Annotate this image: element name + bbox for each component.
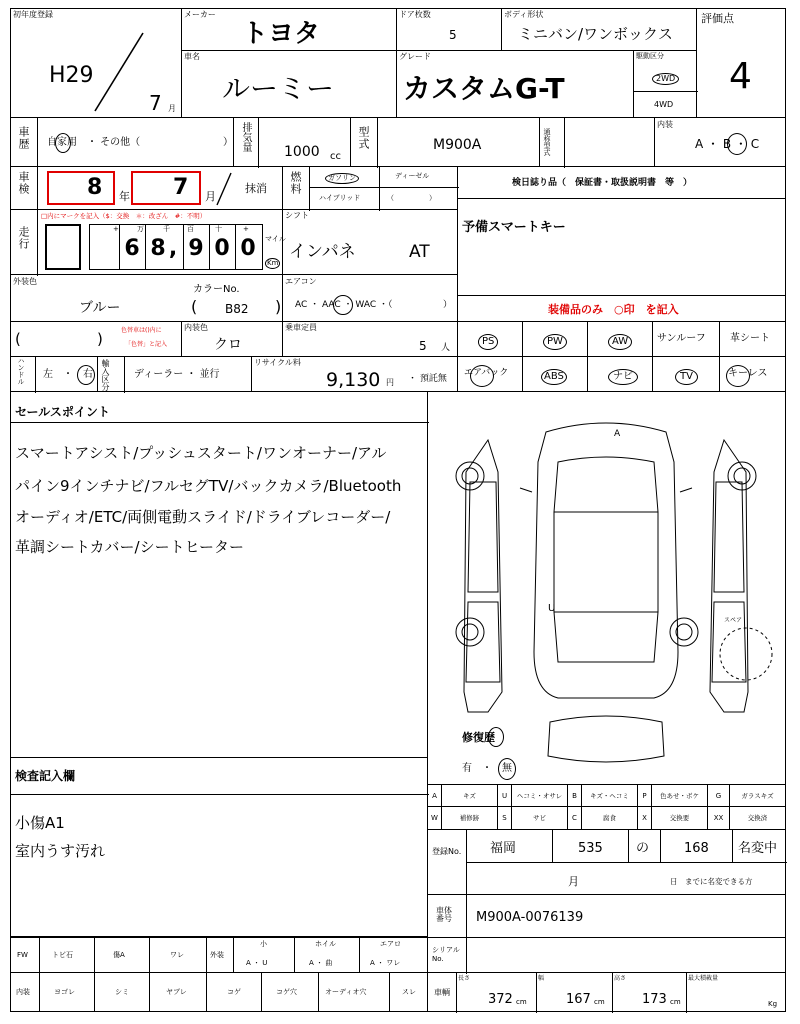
mileage-digit: 8: [150, 236, 166, 261]
common-model-cell: [539, 117, 655, 167]
registration-sep-1: [552, 830, 553, 862]
first-reg-label: 初年度登録: [13, 10, 53, 19]
legend-code: P: [638, 785, 652, 807]
legend-meaning: キズ: [442, 785, 498, 807]
displacement-label: 排気量: [240, 122, 251, 152]
equip-pw: [522, 321, 588, 357]
interior-item-label: オーディオ穴: [325, 988, 367, 996]
legend-code: B: [568, 785, 582, 807]
drive-4wd: 4WD: [654, 100, 674, 109]
legend-code: G: [708, 785, 730, 807]
mileage-km-label: Km: [267, 259, 279, 267]
inspection-cell: [10, 166, 283, 210]
repair-options: 有 ・ 無: [462, 763, 512, 774]
diagram-spare-label: スペア: [724, 617, 743, 624]
mileage-unit-plus-2: +: [243, 225, 249, 233]
repair-none-circle: [498, 758, 516, 780]
displacement-unit: cc: [330, 151, 341, 162]
equip-note-cell: [457, 295, 786, 322]
width-unit: cm: [594, 998, 605, 1006]
interior-item-label: ヨゴレ: [54, 988, 75, 996]
shift-label: シフト: [285, 211, 309, 220]
interior-grade-label: 内装: [657, 120, 673, 129]
color-change-note-2: 「色替」と記入: [125, 341, 168, 348]
mileage-digit-sep-3: [183, 224, 184, 270]
legend-meaning: 腐食: [582, 807, 638, 829]
legend-code: W: [428, 807, 442, 829]
registration-month: 月: [568, 875, 579, 888]
model-divider: [377, 118, 378, 168]
exterior-wheel-opts: A ・ 曲: [309, 959, 333, 967]
grade-value: カスタムG-T: [403, 72, 565, 105]
exterior-wheel-cell: [294, 937, 360, 973]
fuel-gasoline: ガソリン: [325, 173, 359, 184]
equip-leather: [719, 321, 786, 357]
equip-label: TV: [675, 369, 698, 385]
sales-point-line: オーディオ/ETC/両側電動スライド/ドライブレコーダー/: [15, 508, 391, 526]
registration-number: 168: [684, 841, 709, 856]
fuel-divider-h: [309, 187, 459, 188]
registration-name-change: 名変中: [738, 841, 778, 856]
interior-grade-options: A ・ B ・ C: [695, 137, 760, 151]
handle-label: ハンドル: [17, 357, 25, 385]
aircon-circle: [333, 295, 353, 315]
legend-meaning: キズ・ヘコミ: [582, 785, 638, 807]
exterior-label: 外装: [210, 951, 224, 959]
doors-value: 5: [449, 28, 457, 42]
legend-meaning: サビ: [512, 807, 568, 829]
fuel-diesel: ディーゼル: [395, 172, 430, 180]
inspection-label: 車検: [17, 171, 30, 195]
serial-divider: [466, 938, 467, 974]
import-options: ディーラー ・ 並行: [134, 369, 220, 380]
displacement-value: 1000: [284, 144, 320, 160]
equip-label: キーレス: [728, 368, 768, 379]
equip-airbag: [457, 356, 523, 392]
interior-item-label: ヤブレ: [166, 988, 187, 996]
inspection-notes-divider: [11, 794, 429, 795]
interior-item: [261, 972, 319, 1012]
mileage-label: 走行: [17, 226, 30, 250]
mileage-unit-ten: 十: [215, 225, 222, 233]
recycle-note: ・ 預託無: [408, 374, 447, 384]
legend-meaning: 交換要: [652, 807, 708, 829]
fw-label: FW: [17, 951, 28, 959]
diagram-mark-a: A: [614, 429, 621, 439]
int-color-label: 内装色: [184, 323, 208, 332]
registration-divider-v: [466, 830, 467, 896]
exterior-small-opts: A ・ U: [246, 959, 268, 967]
color-change-close: ): [97, 330, 103, 348]
car-name-cell: [181, 50, 397, 118]
model-label: 型式: [357, 126, 370, 150]
drive-divider: [634, 91, 698, 92]
size-divider-1: [536, 973, 537, 1013]
interior-item: [149, 972, 207, 1012]
interior-item: [389, 972, 428, 1012]
length-value: 372: [488, 992, 513, 1007]
exterior-aero-opts: A ・ ワレ: [370, 959, 401, 967]
mileage-digit: 0: [214, 236, 230, 261]
equip-circle: [726, 365, 750, 387]
shift-cell: [282, 209, 458, 275]
sales-point-line: 革調シートカバー/シートヒーター: [15, 538, 245, 556]
fw-item-label: ワレ: [170, 951, 184, 959]
interior-item-label: シミ: [115, 988, 129, 996]
legend-code: A: [428, 785, 442, 807]
inspection-month-unit: 月: [205, 190, 216, 203]
aircon-label: エアコン: [285, 277, 317, 286]
eval-score: 4: [729, 56, 752, 97]
equip-label: ABS: [541, 369, 567, 385]
legend-code: S: [498, 807, 512, 829]
handle-cell: [10, 356, 98, 392]
car-diagram-cell: [427, 391, 786, 785]
inspection-notes-cell: [10, 757, 428, 937]
equip-ps: [457, 321, 523, 357]
drive-label: 駆動区分: [636, 52, 664, 60]
registration-day-note: 日 までに名変できる方: [670, 877, 753, 886]
interior-label: 内装: [16, 988, 30, 996]
ext-color-label: 外装色: [13, 277, 37, 286]
size-divider-0: [456, 973, 457, 1013]
color-no-close: ): [275, 297, 282, 316]
legend-meaning: ガラスキズ: [730, 785, 786, 807]
inspection-note-line: 小傷A1: [15, 814, 65, 832]
aircon-close: ）: [443, 300, 453, 310]
registration-sep-3: [660, 830, 661, 862]
equip-label: エアバック: [464, 368, 509, 378]
body-label: ボディ形状: [504, 10, 544, 19]
shift-type: AT: [409, 242, 430, 262]
legend-meaning: 色あせ・ボケ: [652, 785, 708, 807]
registration-region: 福岡: [490, 841, 517, 856]
car-name-value: ルーミー: [222, 72, 335, 105]
car-diagram: [428, 392, 785, 784]
fuel-divider-v: [309, 167, 310, 211]
first-reg-slash: [91, 31, 147, 113]
equip-tv: [652, 356, 720, 392]
mileage-unit-man: 万: [137, 225, 144, 233]
exterior-label-cell: [206, 937, 234, 973]
exterior-aero-cell: [359, 937, 428, 973]
equip-label: 革シート: [730, 333, 770, 344]
inspection-year: 8: [87, 175, 103, 200]
interior-item: [206, 972, 262, 1012]
registration-cell: [427, 829, 786, 895]
mileage-mark-box: [45, 224, 81, 270]
sales-point-cell: [10, 391, 428, 758]
width-value: 167: [566, 992, 591, 1007]
equip-label: ナビ: [608, 369, 638, 385]
grade-label: グレード: [399, 52, 431, 61]
legend-meaning: 交換済: [730, 807, 786, 829]
equip-label: サンルーフ: [657, 333, 706, 344]
load-unit: Kg: [768, 1000, 778, 1008]
common-model-divider: [564, 118, 565, 168]
mileage-digit: 6: [124, 236, 140, 261]
inspection-slash: [215, 171, 233, 207]
inspection-cancelled: 抹消: [245, 182, 267, 195]
fuel-hybrid: ハイブリッド: [319, 194, 361, 202]
color-change-open: (: [15, 330, 21, 348]
inspection-month: 7: [173, 175, 189, 200]
interior-item-label: コゲ穴: [276, 988, 297, 996]
capacity-label: 乗車定員: [285, 323, 317, 332]
doors-cell: [396, 8, 502, 51]
repair-label: 修復歴: [462, 731, 495, 744]
fuel-label: 燃料: [289, 171, 302, 195]
serial-cell: [427, 937, 786, 973]
first-reg-month: 7: [149, 91, 162, 115]
fw-cell: [10, 937, 40, 973]
maker-value: トヨタ: [242, 19, 321, 49]
registration-label: 登録No.: [432, 847, 462, 856]
equip-circle: [470, 365, 494, 387]
mileage-note: □内にマークを記入（$：交換 ＊：改ざん #：不明）: [41, 212, 207, 220]
mileage-unit-hyaku: 百: [187, 225, 194, 233]
width-label: 幅: [538, 975, 545, 982]
import-label: 輸入区分: [101, 359, 110, 391]
exterior-wheel-label: ホイル: [315, 940, 336, 948]
legend-meaning: 補修跡: [442, 807, 498, 829]
interior-item: [94, 972, 150, 1012]
legend-code: XX: [708, 807, 730, 829]
history-close: ）: [223, 137, 233, 148]
legend-meaning: ヘコミ・オサレ: [512, 785, 568, 807]
legend-code: X: [638, 807, 652, 829]
interior-item-label: スレ: [402, 988, 416, 996]
exterior-small-cell: [233, 937, 295, 973]
length-label: 長さ: [458, 975, 471, 982]
sales-point-label: セールスポイント: [15, 405, 110, 419]
first-reg-month-unit: 月: [168, 104, 176, 113]
docs-cell: [457, 166, 786, 199]
inspection-year-box: [47, 171, 115, 205]
equip-sunroof: [652, 321, 720, 357]
aircon-options: AC ・ AAC ・ WAC ・（: [295, 300, 393, 310]
equip-label: PS: [478, 334, 498, 350]
history-divider: [37, 118, 38, 168]
size-divider-2: [612, 973, 613, 1013]
history-cell: [10, 117, 234, 167]
equip-label: PW: [543, 334, 567, 350]
repair-circle-mark: [488, 727, 504, 747]
fuel-other: （ ）: [387, 194, 436, 202]
equip-aw: [587, 321, 653, 357]
registration-class: 535: [578, 841, 603, 856]
interior-item: [39, 972, 95, 1012]
equip-label: AW: [608, 334, 632, 350]
inspection-month-box: [131, 171, 201, 205]
first-registration-cell: [10, 8, 182, 118]
serial-label: シリアルNo.: [432, 946, 460, 964]
common-model-label: 通称型式: [543, 128, 551, 156]
height-label: 高さ: [614, 975, 627, 982]
sales-point-divider: [11, 422, 429, 423]
recycle-fee: 9,130: [326, 369, 381, 391]
vehicle-size-cell: [427, 972, 786, 1012]
mileage-digit-sep-4: [209, 224, 210, 270]
capacity-cell: [282, 321, 458, 357]
sales-point-line: パイン9インチナビ/フルセグTV/バックカメラ/Bluetooth: [15, 477, 402, 495]
ext-color-cell: [10, 274, 283, 322]
ext-color-value: ブルー: [79, 300, 121, 316]
model-cell: [350, 117, 540, 167]
handle-options: 左 ・ 右: [43, 369, 93, 380]
length-unit: cm: [516, 998, 527, 1006]
load-label: 最大積載量: [688, 975, 719, 982]
history-label: 車歴: [17, 126, 30, 150]
equip-abs: [522, 356, 588, 392]
recycle-unit: 円: [386, 378, 394, 387]
inspection-notes-label: 検査記入欄: [15, 769, 76, 783]
aircon-cell: [282, 274, 458, 322]
interior-grade-cell: [654, 117, 786, 167]
interior-item: [318, 972, 390, 1012]
height-value: 173: [642, 992, 667, 1007]
history-options: 自家用 ・ その他（: [47, 137, 141, 148]
vehicle-size-label: 車輌: [434, 988, 450, 997]
fuel-cell: [282, 166, 458, 210]
mileage-digit-sep-2: [145, 224, 146, 270]
grade-cell: [396, 50, 634, 118]
size-divider-3: [686, 973, 687, 1013]
color-no-label: カラーNo.: [193, 284, 240, 295]
drive-2wd: 2WD: [652, 73, 679, 85]
diagram-mark-u: U: [548, 603, 556, 614]
car-name-label: 車名: [184, 52, 200, 61]
registration-sep-4: [732, 830, 733, 862]
fw-item: [94, 937, 150, 973]
docs-text: 検日誌り品（ 保証書・取扱説明書 等 ）: [512, 178, 693, 188]
height-unit: cm: [670, 998, 681, 1006]
recycle-label: リサイクル料: [254, 358, 301, 367]
legend-code: U: [498, 785, 512, 807]
displacement-cell: [233, 117, 351, 167]
chassis-value: M900A-0076139: [476, 910, 584, 925]
interior-cell: [10, 972, 40, 1012]
int-color-cell: [181, 321, 283, 357]
exterior-aero-label: エアロ: [380, 940, 401, 948]
registration-divider-h: [466, 862, 787, 863]
fw-item-label: 傷A: [113, 951, 125, 959]
maker-cell: [181, 8, 397, 51]
shift-position: インパネ: [289, 242, 356, 262]
body-value: ミニバン/ワンボックス: [518, 25, 673, 43]
mileage-unit-plus-1: +: [113, 225, 119, 233]
exterior-small-label: 小: [260, 940, 267, 948]
import-cell: [97, 356, 252, 392]
mileage-digit-sep-1: [119, 224, 120, 270]
color-no-value: B82: [225, 302, 249, 316]
body-type-cell: [501, 8, 697, 51]
model-value: M900A: [433, 137, 482, 153]
inspection-note-line: 室内うす汚れ: [15, 842, 106, 860]
color-change-note-1: 色替車は()内に: [121, 327, 162, 334]
mileage-unit-sen: 千: [163, 225, 170, 233]
spare-key-text: 予備スマートキー: [462, 220, 566, 235]
capacity-unit: 人: [441, 343, 451, 353]
equip-keyless: [719, 356, 786, 392]
equip-navi: [587, 356, 653, 392]
fw-item: [39, 937, 95, 973]
mileage-digit: 0: [240, 236, 256, 261]
inspection-year-unit: 年: [119, 190, 130, 203]
capacity-value: 5: [419, 339, 427, 353]
mileage-cell: [10, 209, 286, 275]
mileage-digit-sep-5: [235, 224, 236, 270]
mileage-digit: ,: [168, 236, 178, 261]
handle-divider: [35, 357, 36, 393]
fw-item: [149, 937, 207, 973]
inspection-divider: [37, 167, 38, 211]
fw-item-label: トビ石: [52, 951, 73, 959]
color-no-open: (: [191, 297, 198, 316]
mileage-mile-label: マイル: [265, 235, 286, 243]
chassis-divider: [466, 895, 467, 939]
color-change-cell: [10, 321, 182, 357]
registration-sep-2: [628, 830, 629, 862]
import-divider: [124, 357, 125, 393]
displacement-divider: [258, 118, 259, 168]
legend-code: C: [568, 807, 582, 829]
sales-point-line: スマートアシスト/プッシュスタート/ワンオーナー/アル: [15, 444, 387, 462]
equip-note: 装備品のみ ○印 を記入: [548, 303, 679, 316]
history-circle-mark: [55, 133, 71, 153]
doors-label: ドア枚数: [399, 10, 431, 19]
drive-cell: [633, 50, 697, 118]
int-color-value: クロ: [214, 337, 242, 353]
mileage-divider: [37, 210, 38, 276]
damage-legend: [427, 784, 786, 830]
recycle-cell: [251, 356, 458, 392]
mileage-digit: 9: [188, 236, 204, 261]
first-reg-era: H29: [49, 63, 94, 88]
eval-score-cell: [696, 8, 786, 118]
chassis-label: 車体番号: [436, 906, 452, 923]
spare-key-cell: [457, 198, 786, 296]
registration-kana: の: [636, 841, 650, 856]
handle-circle: [77, 365, 95, 385]
chassis-cell: [427, 894, 786, 938]
eval-label: 評価点: [701, 12, 734, 25]
interior-grade-circle: [727, 133, 747, 155]
maker-label: メーカー: [184, 10, 216, 19]
interior-item-label: コゲ: [227, 988, 241, 996]
fuel-divider-mid: [379, 167, 380, 211]
